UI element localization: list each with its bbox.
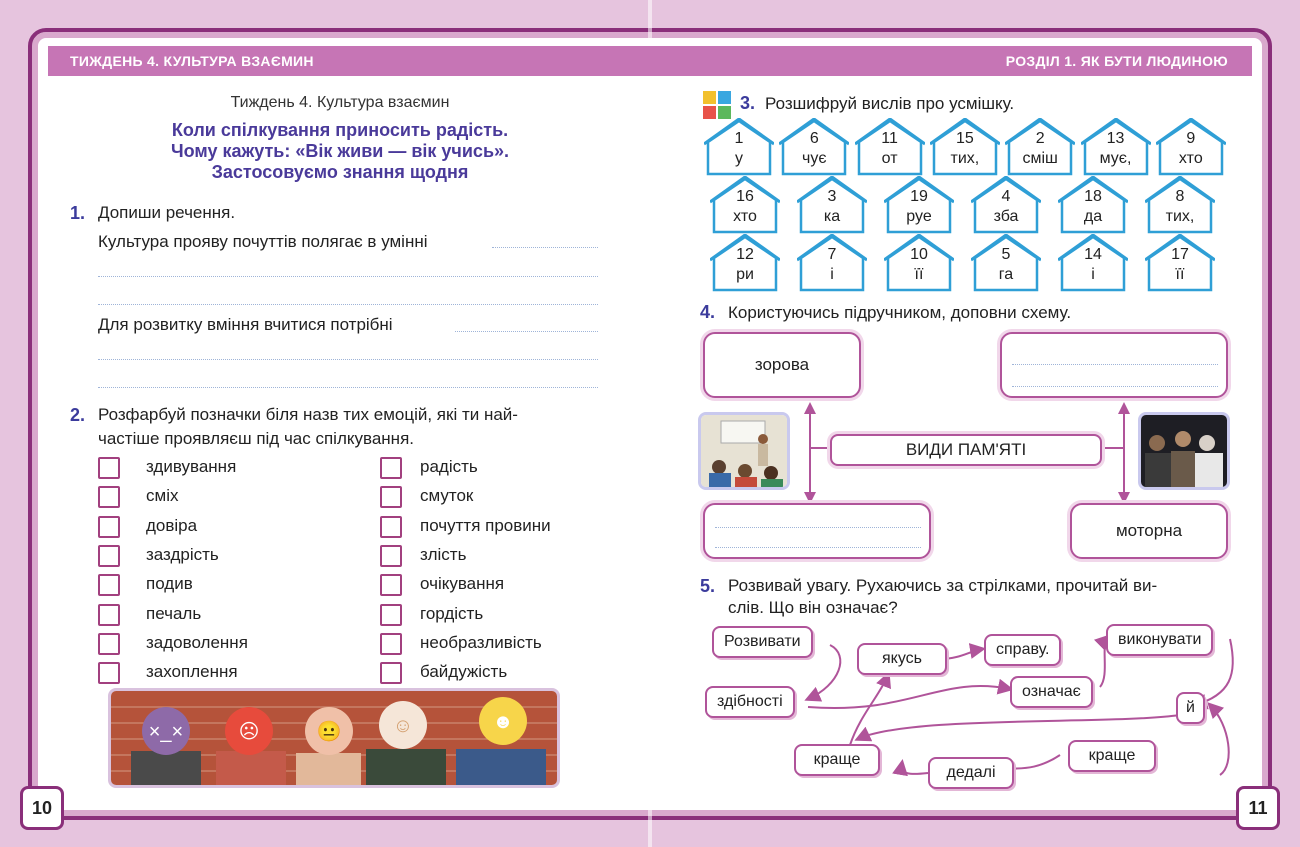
task1-sentence1: Культура прояву почуттів полягає в умінні: [98, 232, 428, 251]
answer-line[interactable]: [455, 331, 598, 332]
house-syllable: мує,: [1099, 150, 1132, 167]
lesson-title-line: Застосовуємо знання щодня: [211, 162, 469, 182]
word-razvyvaty: Розвивати: [712, 626, 813, 658]
task4-number: 4.: [700, 302, 716, 322]
task3-text: Розшифруй вислів про усмішку.: [765, 94, 1015, 113]
task1-text: Допиши речення.: [98, 203, 236, 222]
answer-line[interactable]: [715, 547, 921, 548]
word-dedali: дедалі: [928, 757, 1014, 789]
house-syllable: її: [1175, 266, 1185, 283]
house-syllable: ка: [823, 208, 841, 225]
code-house: [971, 176, 1041, 234]
code-house: [797, 176, 867, 234]
house-number: 14: [1084, 246, 1102, 263]
house-number: 5: [1001, 246, 1011, 263]
page-number-right: 11: [1236, 786, 1280, 830]
house-number: 3: [827, 188, 837, 205]
cinema-audience-image: [1141, 415, 1227, 487]
task5-text-line1: Розвивай увагу. Рухаючись за стрілками, прочитай ви-: [728, 576, 1158, 595]
header-bar: [48, 46, 1252, 76]
word-vykonuvaty: виконувати: [1106, 624, 1213, 656]
emotion-label: очікування: [420, 574, 505, 594]
memory-box-motor: [1070, 503, 1228, 559]
memory-box-label: зорова: [754, 355, 810, 374]
lesson-title-line: Коли спілкування приносить радість.: [171, 120, 509, 140]
emotion-checkbox[interactable]: [380, 457, 402, 479]
house-number: 8: [1175, 188, 1185, 205]
house-syllable: хто: [1178, 150, 1203, 167]
word-krashche-2: краще: [1068, 740, 1156, 772]
emotion-label: задоволення: [146, 632, 248, 652]
svg-text:☹: ☹: [238, 721, 260, 743]
emotion-checkbox[interactable]: [380, 486, 402, 508]
task5-text-line2: слів. Що він означає?: [728, 598, 898, 617]
code-house: [704, 118, 774, 176]
lesson-title-line: Чому кажуть: «Вік живи — вік учись».: [170, 141, 510, 161]
answer-line[interactable]: [98, 304, 598, 305]
house-syllable: да: [1083, 208, 1103, 225]
emotion-checkbox[interactable]: [98, 633, 120, 655]
word-spravu: справу.: [984, 634, 1061, 666]
classroom-photo: [698, 412, 790, 490]
lesson-title: [60, 120, 620, 183]
answer-line[interactable]: [492, 247, 598, 248]
answer-line[interactable]: [98, 387, 598, 388]
task1-sentence2: Для розвитку вміння вчитися потрібні: [98, 315, 393, 334]
memory-center-label: ВИДИ ПАМ'ЯТІ: [905, 440, 1027, 459]
emotion-label: подив: [146, 574, 193, 594]
house-syllable: і: [1091, 266, 1095, 283]
task3-number: 3.: [740, 93, 756, 113]
code-house: [1156, 118, 1226, 176]
code-house: [1145, 234, 1215, 292]
house-syllable: ри: [736, 266, 754, 283]
emotion-label: довіра: [146, 515, 198, 535]
svg-text:☻: ☻: [492, 711, 514, 733]
emotion-checkbox[interactable]: [98, 604, 120, 626]
svg-text:×_×: ×_×: [148, 721, 184, 743]
task2-text-line2: частіше проявляєш під час спілкування.: [98, 429, 415, 448]
house-number: 19: [910, 188, 928, 205]
emotion-label: заздрість: [146, 544, 219, 564]
word-krashche-1: краще: [794, 744, 880, 776]
house-syllable: хто: [733, 208, 757, 225]
code-house: [971, 234, 1041, 292]
emotion-label: здивування: [146, 457, 237, 476]
emotion-checkbox[interactable]: [98, 457, 120, 479]
answer-line[interactable]: [715, 527, 921, 528]
house-syllable: от: [881, 150, 898, 167]
house-syllable: її: [914, 266, 924, 283]
memory-box-label: моторна: [1115, 521, 1183, 540]
emotion-checkbox[interactable]: [98, 545, 120, 567]
emotion-checkbox[interactable]: [380, 516, 402, 538]
cinema-audience-photo: [1138, 412, 1230, 490]
house-number: 15: [955, 130, 974, 147]
memory-box-empty[interactable]: [703, 503, 931, 559]
answer-line[interactable]: [1012, 386, 1218, 387]
emotion-checkbox[interactable]: [380, 574, 402, 596]
task5-number: 5.: [700, 576, 716, 596]
emotion-checkbox[interactable]: [98, 486, 120, 508]
code-house: [855, 118, 925, 176]
house-syllable: тих,: [1165, 208, 1195, 225]
emotion-checkbox[interactable]: [380, 604, 402, 626]
memory-box-empty[interactable]: [1000, 332, 1228, 398]
word-y: й: [1176, 692, 1205, 724]
code-house: [1058, 176, 1128, 234]
classroom-image: [701, 415, 787, 487]
emotion-checkbox[interactable]: [380, 633, 402, 655]
emotion-checkbox[interactable]: [380, 545, 402, 567]
lesson-subtitle: Тиждень 4. Культура взаємин: [230, 94, 450, 111]
emotion-label: гордість: [420, 603, 484, 623]
svg-text:☺: ☺: [392, 715, 414, 737]
house-number: 10: [910, 246, 928, 263]
emotion-label: злість: [420, 544, 467, 564]
code-house: [1005, 118, 1075, 176]
house-number: 6: [809, 130, 819, 147]
code-house: [884, 176, 954, 234]
house-number: 4: [1001, 188, 1011, 205]
house-number: 18: [1084, 188, 1102, 205]
code-house: [1145, 176, 1215, 234]
memory-box-visual: [703, 332, 861, 398]
code-house: [797, 234, 867, 292]
house-number: 12: [736, 246, 754, 263]
house-syllable: у: [735, 150, 743, 167]
puzzle-icon: [702, 90, 732, 120]
emotion-label: почуття провини: [420, 515, 551, 535]
emotion-label: печаль: [146, 603, 202, 623]
emotion-label: необразливість: [420, 632, 542, 652]
code-house: [884, 234, 954, 292]
header-right: РОЗДІЛ 1. ЯК БУТИ ЛЮДИНОЮ: [1005, 53, 1228, 69]
task2-number: 2.: [70, 405, 86, 425]
house-syllable: зба: [993, 208, 1019, 225]
code-house: [930, 118, 1000, 176]
emotion-label: захоплення: [146, 662, 238, 682]
house-number: 7: [827, 246, 837, 263]
emotion-label: сміх: [146, 486, 179, 506]
emotion-checkbox[interactable]: [98, 516, 120, 538]
house-syllable: тих,: [950, 150, 980, 167]
task2-text-line1: Розфарбуй позначки біля назв тих емоцій, які ти най-: [98, 405, 518, 424]
code-house: [779, 118, 849, 176]
house-syllable: і: [830, 266, 834, 283]
house-number: 16: [736, 188, 754, 205]
house-syllable: га: [998, 266, 1014, 283]
house-syllable: руе: [906, 208, 932, 225]
answer-line[interactable]: [1012, 364, 1218, 365]
house-syllable: сміш: [1022, 150, 1058, 167]
emotion-checkbox[interactable]: [380, 662, 402, 684]
house-number: 17: [1171, 246, 1189, 263]
house-number: 11: [881, 130, 898, 147]
house-number: 9: [1186, 130, 1196, 147]
book-spine: [648, 0, 652, 847]
emotion-checkbox[interactable]: [98, 662, 120, 684]
task1-number: 1.: [70, 203, 86, 223]
emotion-checkbox[interactable]: [98, 574, 120, 596]
code-house: [710, 176, 780, 234]
house-syllable: чує: [802, 150, 827, 167]
word-yakus: якусь: [857, 643, 947, 675]
word-oznachaye: означає: [1010, 676, 1093, 708]
emoji-faces-photo: [108, 688, 560, 788]
page-number-left: 10: [20, 786, 64, 830]
svg-text:😐: 😐: [316, 721, 342, 743]
house-number: 13: [1106, 130, 1125, 147]
answer-line[interactable]: [98, 359, 598, 360]
emotion-label: смуток: [420, 486, 474, 506]
emoji-faces-image: [111, 691, 557, 785]
code-house: [1081, 118, 1151, 176]
emotion-label: радість: [420, 457, 478, 476]
task4-text: Користуючись підручником, доповни схему.: [728, 303, 1072, 322]
code-house: [710, 234, 780, 292]
house-number: 2: [1035, 130, 1045, 147]
house-number: 1: [734, 130, 744, 147]
word-zdibnosti: здібності: [705, 686, 795, 718]
emotion-label: байдужість: [420, 662, 508, 682]
code-house: [1058, 234, 1128, 292]
header-left: ТИЖДЕНЬ 4. КУЛЬТУРА ВЗАЄМИН: [70, 53, 314, 69]
memory-center-box: [830, 434, 1102, 466]
answer-line[interactable]: [98, 276, 598, 277]
